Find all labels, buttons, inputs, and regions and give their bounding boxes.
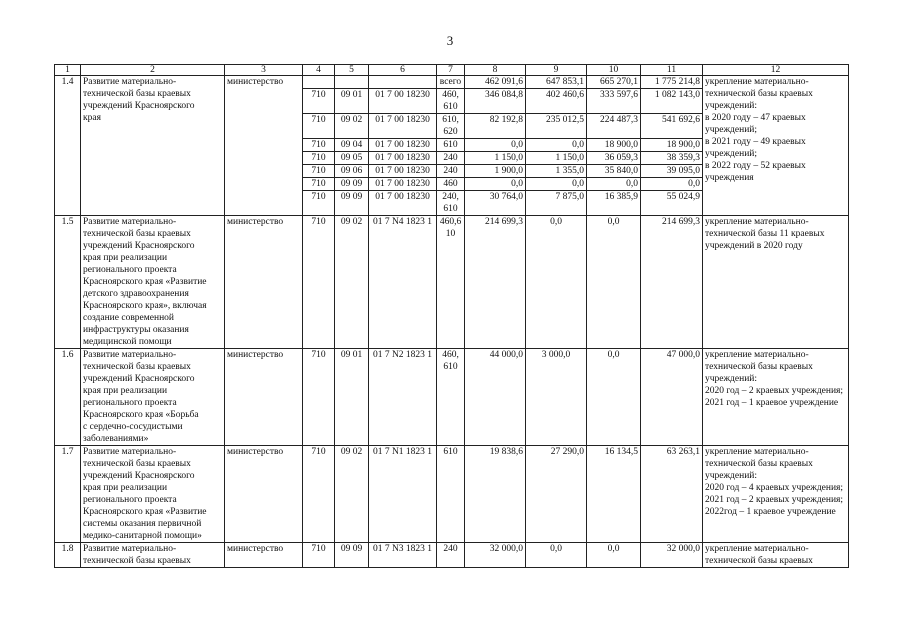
value-total: 63 263,1 — [641, 446, 703, 543]
target-code — [369, 76, 437, 89]
col-header: 3 — [225, 65, 303, 76]
expected-result: укрепление материально- технической базы краевых — [703, 543, 849, 568]
col-header: 10 — [587, 65, 641, 76]
target-code: 01 7 00 18230 — [369, 191, 437, 216]
value-total: 1 775 214,8 — [641, 76, 703, 89]
target-code: 01 7 00 18230 — [369, 114, 437, 139]
section-code: 09 01 — [335, 349, 369, 446]
target-code: 01 7 00 18230 — [369, 139, 437, 152]
value-2020: 82 192,8 — [465, 114, 526, 139]
value-2022: 333 597,6 — [587, 89, 641, 114]
value-2022: 16 134,5 — [587, 446, 641, 543]
executor: министерство — [225, 446, 303, 543]
target-code: 01 7 00 18230 — [369, 178, 437, 191]
target-code: 01 7 N3 1823 1 — [369, 543, 437, 568]
value-total: 38 359,3 — [641, 152, 703, 165]
row-number: 1.5 — [55, 216, 81, 349]
value-2020: 1 900,0 — [465, 165, 526, 178]
expected-result: укрепление материально- технической базы краевых учреждений: 2020 год – 2 краевых учреждения; 2021 год – 1 краевое учреждение — [703, 349, 849, 446]
value-total: 18 900,0 — [641, 139, 703, 152]
grbs-code: 710 — [303, 349, 335, 446]
value-2021: 0,0 — [526, 543, 587, 568]
value-2020: 19 838,6 — [465, 446, 526, 543]
table-row — [55, 216, 849, 349]
expense-type: 460,6 10 — [437, 216, 465, 349]
value-2021: 7 875,0 — [526, 191, 587, 216]
value-total: 32 000,0 — [641, 543, 703, 568]
value-2021: 0,0 — [526, 139, 587, 152]
row-number: 1.8 — [55, 543, 81, 568]
value-total: 39 095,0 — [641, 165, 703, 178]
grbs-code: 710 — [303, 152, 335, 165]
value-total: 541 692,6 — [641, 114, 703, 139]
value-2022: 18 900,0 — [587, 139, 641, 152]
value-2020: 346 084,8 — [465, 89, 526, 114]
value-total: 55 024,9 — [641, 191, 703, 216]
section-code: 09 09 — [335, 543, 369, 568]
value-2022: 0,0 — [587, 349, 641, 446]
page-number: 3 — [446, 33, 454, 48]
expense-type: 240, 610 — [437, 191, 465, 216]
expense-type: всего — [437, 76, 465, 89]
value-2022: 0,0 — [587, 178, 641, 191]
executor: министерство — [225, 349, 303, 446]
col-header: 4 — [303, 65, 335, 76]
executor: министерство — [225, 76, 303, 216]
value-2021: 1 150,0 — [526, 152, 587, 165]
target-code: 01 7 00 18230 — [369, 152, 437, 165]
section-code: 09 02 — [335, 114, 369, 139]
value-2020: 30 764,0 — [465, 191, 526, 216]
col-header: 11 — [641, 65, 703, 76]
value-2020: 462 091,6 — [465, 76, 526, 89]
target-code: 01 7 N4 1823 1 — [369, 216, 437, 349]
value-2021: 1 355,0 — [526, 165, 587, 178]
value-2021: 235 012,5 — [526, 114, 587, 139]
col-header: 12 — [703, 65, 849, 76]
grbs-code: 710 — [303, 178, 335, 191]
target-code: 01 7 00 18230 — [369, 89, 437, 114]
col-header: 1 — [55, 65, 81, 76]
col-header: 6 — [369, 65, 437, 76]
expense-type: 610 — [437, 446, 465, 543]
measure-name: Развитие материально- технической базы краевых учреждений Красноярского края при реализации регионального проекта Красноярского края «Развитие детского здравоохранения Красноярского края», включая создание современной инфраструктуры оказания медицинской помощи — [81, 216, 225, 349]
grbs-code: 710 — [303, 543, 335, 568]
grbs-code: 710 — [303, 89, 335, 114]
measure-name: Развитие материально- технической базы краевых учреждений Красноярского края при реализации регионального проекта Красноярского края «Развитие системы оказания первичной медико-санитарной помощи» — [81, 446, 225, 543]
expense-type: 610 — [437, 139, 465, 152]
expense-type: 610, 620 — [437, 114, 465, 139]
target-code: 01 7 N1 1823 1 — [369, 446, 437, 543]
target-code: 01 7 N2 1823 1 — [369, 349, 437, 446]
section-code: 09 09 — [335, 178, 369, 191]
expected-result: укрепление материально- технической базы 11 краевых учреждений в 2020 году — [703, 216, 849, 349]
expense-type: 240 — [437, 543, 465, 568]
value-2022: 665 270,1 — [587, 76, 641, 89]
grbs-code: 710 — [303, 446, 335, 543]
grbs-code: 710 — [303, 216, 335, 349]
expense-type: 460 — [437, 178, 465, 191]
measure-name: Развитие материально- технической базы краевых — [81, 543, 225, 568]
section-code: 09 09 — [335, 191, 369, 216]
col-header: 9 — [526, 65, 587, 76]
grbs-code: 710 — [303, 191, 335, 216]
value-2021: 0,0 — [526, 178, 587, 191]
budget-table — [54, 64, 849, 568]
measure-name: Развитие материально- технической базы краевых учреждений Красноярского края при реализации регионального проекта Красноярского края «Борьба с сердечно-сосудистыми заболеваниями» — [81, 349, 225, 446]
value-2022: 224 487,3 — [587, 114, 641, 139]
value-2020: 0,0 — [465, 139, 526, 152]
measure-name: Развитие материально- технической базы краевых учреждений Красноярского края — [81, 76, 225, 216]
expected-result: укрепление материально- технической базы краевых учреждений: 2020 год – 4 краевых учреждения; 2021 год – 2 краевых учреждения; 2022год – 1 краевое учреждение — [703, 446, 849, 543]
grbs-code: 710 — [303, 165, 335, 178]
target-code: 01 7 00 18230 — [369, 165, 437, 178]
value-2021: 402 460,6 — [526, 89, 587, 114]
section-code: 09 06 — [335, 165, 369, 178]
section-code: 09 02 — [335, 446, 369, 543]
section-code: 09 02 — [335, 216, 369, 349]
value-2022: 16 385,9 — [587, 191, 641, 216]
value-2021: 0,0 — [526, 216, 587, 349]
value-total: 1 082 143,0 — [641, 89, 703, 114]
executor: министерство — [225, 543, 303, 568]
table-row — [55, 349, 849, 446]
value-2021: 647 853,1 — [526, 76, 587, 89]
col-header: 2 — [81, 65, 225, 76]
value-2022: 0,0 — [587, 543, 641, 568]
expense-type: 240 — [437, 152, 465, 165]
section-code — [335, 76, 369, 89]
value-total: 47 000,0 — [641, 349, 703, 446]
value-2020: 32 000,0 — [465, 543, 526, 568]
executor: министерство — [225, 216, 303, 349]
section-code: 09 01 — [335, 89, 369, 114]
grbs-code: 710 — [303, 139, 335, 152]
col-header: 5 — [335, 65, 369, 76]
value-2022: 36 059,3 — [587, 152, 641, 165]
value-2021: 27 290,0 — [526, 446, 587, 543]
value-2020: 0,0 — [465, 178, 526, 191]
value-2022: 35 840,0 — [587, 165, 641, 178]
table-row — [55, 543, 849, 568]
expense-type: 460, 610 — [437, 89, 465, 114]
row-number: 1.6 — [55, 349, 81, 446]
value-2020: 1 150,0 — [465, 152, 526, 165]
grbs-code: 710 — [303, 114, 335, 139]
col-header: 8 — [465, 65, 526, 76]
section-code: 09 05 — [335, 152, 369, 165]
value-total: 214 699,3 — [641, 216, 703, 349]
row-number: 1.7 — [55, 446, 81, 543]
expected-result: укрепление материально- технической базы краевых учреждений: в 2020 году – 47 краевых учреждений; в 2021 году – 49 краевых учреждений; в 2022 году – 52 краевых учреждения — [703, 76, 849, 216]
value-total: 0,0 — [641, 178, 703, 191]
row-number: 1.4 — [55, 76, 81, 216]
value-2021: 3 000,0 — [526, 349, 587, 446]
section-code: 09 04 — [335, 139, 369, 152]
table-row — [55, 76, 849, 89]
table-row — [55, 446, 849, 543]
expense-type: 460, 610 — [437, 349, 465, 446]
grbs-code — [303, 76, 335, 89]
col-header: 7 — [437, 65, 465, 76]
value-2020: 44 000,0 — [465, 349, 526, 446]
value-2022: 0,0 — [587, 216, 641, 349]
column-number-row — [55, 65, 849, 76]
expense-type: 240 — [437, 165, 465, 178]
value-2020: 214 699,3 — [465, 216, 526, 349]
